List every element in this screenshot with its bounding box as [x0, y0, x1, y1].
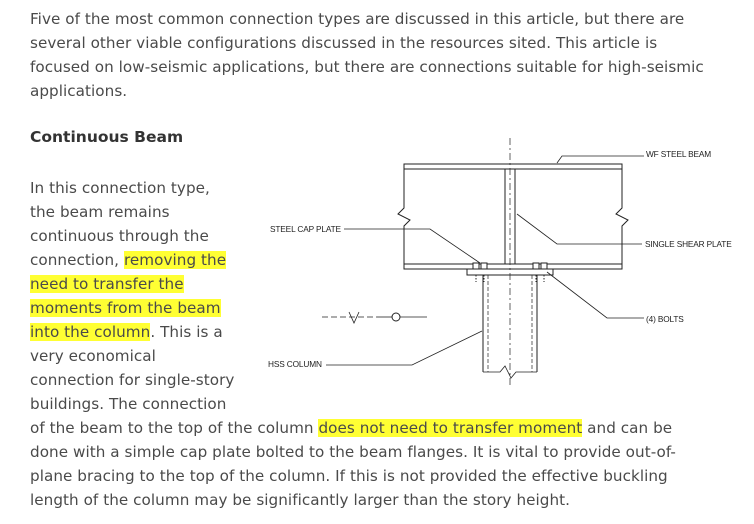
- label-bolts: (4) BOLTS: [646, 314, 684, 324]
- bolt: [481, 263, 487, 269]
- body-text: connection,: [30, 251, 124, 269]
- beam-top-flange: [404, 164, 622, 169]
- label-wf-steel-beam: WF STEEL BEAM: [646, 149, 712, 159]
- connection-detail-drawing: [262, 136, 749, 386]
- cap-plate-leader: [344, 229, 480, 263]
- bolt: [533, 263, 539, 269]
- body-line-8: very economical: [30, 347, 156, 365]
- highlighted-text: need to transfer the: [30, 275, 184, 293]
- beam-bottom-flange: [404, 264, 622, 269]
- hss-column-leader: [326, 331, 482, 365]
- body-line-3: continuous through the: [30, 227, 209, 245]
- highlighted-text: does not need to transfer moment: [318, 419, 583, 437]
- body-line-2: the beam remains: [30, 203, 170, 221]
- body-line-1: In this connection type,: [30, 179, 210, 197]
- highlighted-text: into the column: [30, 323, 151, 341]
- intro-line-1: Five of the most common connection types are discussed in this article, but there are: [30, 10, 685, 28]
- label-single-shear-plate: SINGLE SHEAR PLATE: [645, 239, 732, 249]
- bolt: [473, 263, 479, 269]
- section-heading: Continuous Beam: [30, 128, 184, 146]
- body-text: . This is a: [150, 323, 223, 341]
- intro-line-2: several other viable configurations discussed in the resources sited. This article is: [30, 34, 658, 52]
- elevation-mark: [349, 312, 359, 323]
- elevation-circle: [392, 313, 400, 321]
- body-line-11: [30, 416, 672, 440]
- body-line-14: length of the column may be significantly larger than the story height.: [30, 491, 571, 509]
- body-line-10: buildings. The connection: [30, 395, 227, 413]
- body-line-5: [30, 272, 184, 296]
- highlighted-text: moments from the beam: [30, 299, 221, 317]
- body-line-13: plane bracing to the top of the column. If this is not provided the effective buckling: [30, 467, 668, 485]
- drawing-svg: [262, 136, 749, 386]
- body-text: of the beam to the top of the column: [30, 419, 319, 437]
- intro-line-4: applications.: [30, 82, 128, 100]
- shear-plate-leader: [517, 214, 642, 244]
- bolts-leader: [547, 272, 644, 318]
- body-line-4: [30, 248, 226, 272]
- bolt: [541, 263, 547, 269]
- body-line-6: [30, 296, 221, 320]
- intro-line-3: focused on low-seismic applications, but there are connections suitable for high-seismic: [30, 58, 704, 76]
- left-break-mark: [398, 169, 410, 264]
- label-hss-column: HSS COLUMN: [268, 359, 322, 369]
- wf-beam-leader: [557, 156, 644, 163]
- body-text: and can be: [582, 419, 673, 437]
- right-break-mark: [616, 169, 628, 264]
- label-steel-cap-plate: STEEL CAP PLATE: [270, 224, 341, 234]
- body-line-7: [30, 320, 223, 344]
- highlighted-text: removing the: [123, 251, 227, 269]
- body-line-9: connection for single-story: [30, 371, 235, 389]
- body-line-12: done with a simple cap plate bolted to the beam flanges. It is vital to provide out-of-: [30, 443, 676, 461]
